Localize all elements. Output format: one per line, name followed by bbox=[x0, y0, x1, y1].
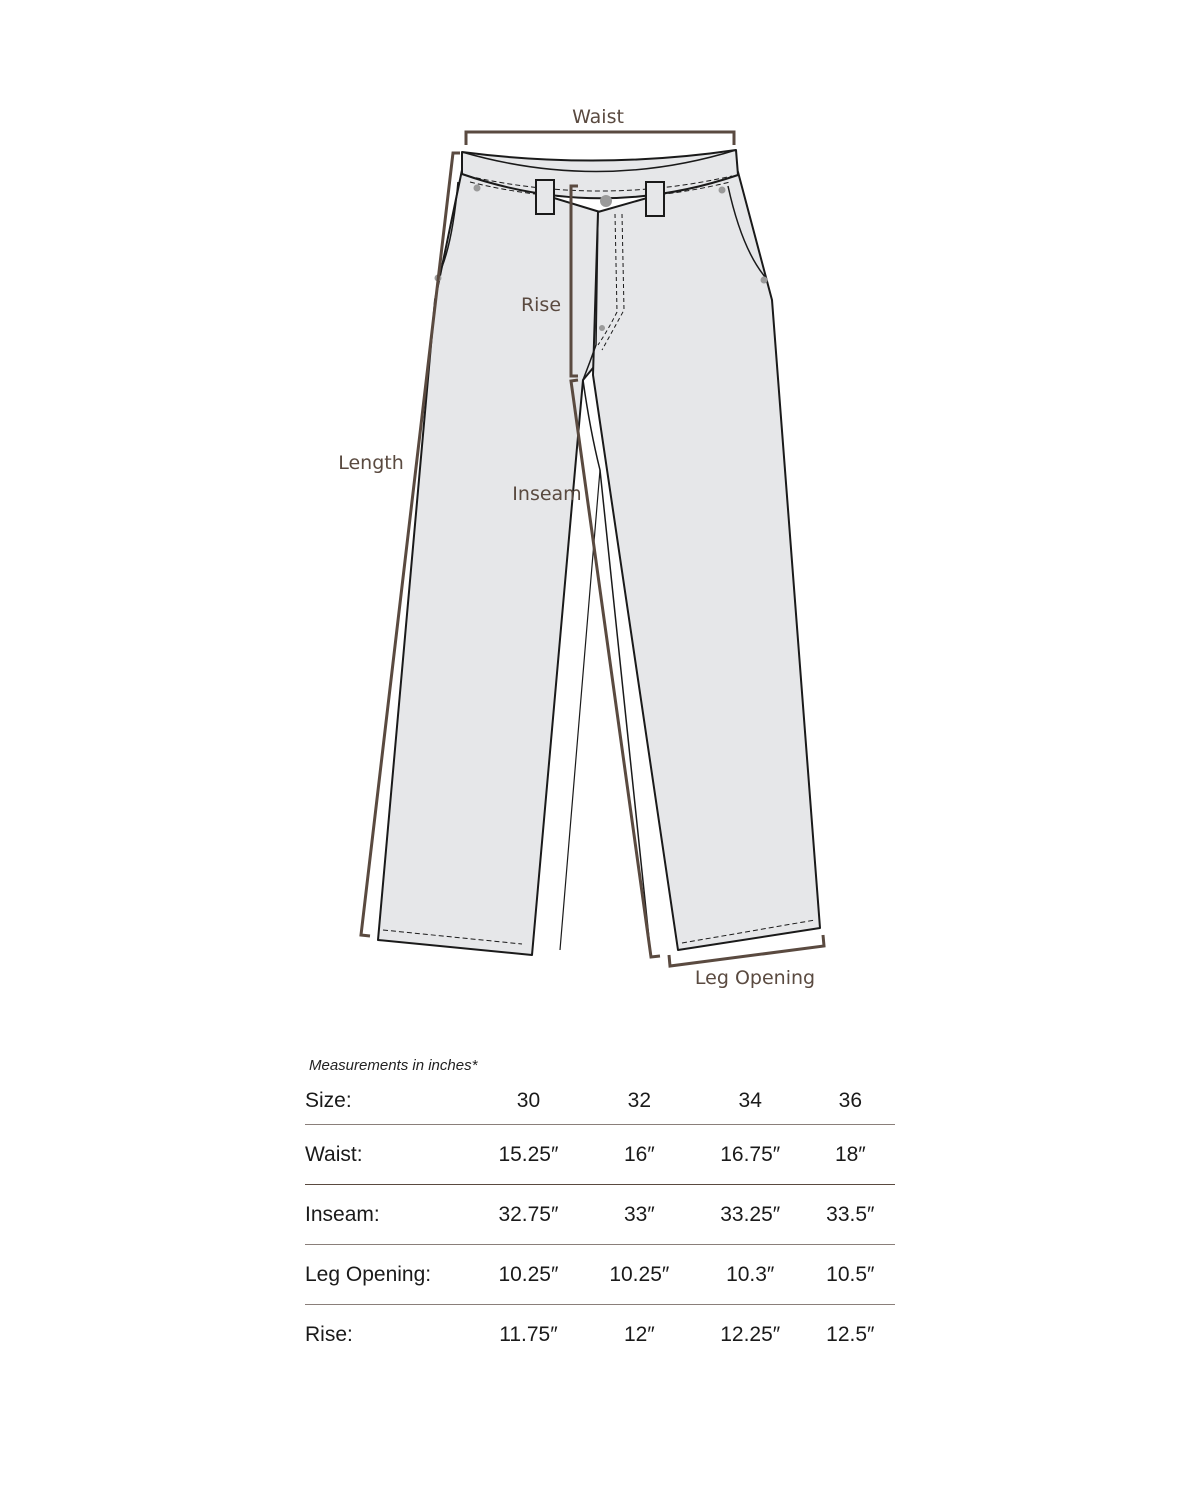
cell-size-36: 36 bbox=[838, 1089, 863, 1112]
right-leg bbox=[593, 172, 820, 950]
inseam-label: Inseam bbox=[512, 483, 582, 505]
table-cell: 33″ bbox=[584, 1185, 695, 1245]
table-row-size bbox=[305, 1078, 895, 1125]
left-leg bbox=[378, 170, 600, 955]
table-cell: 33.5″ bbox=[806, 1185, 895, 1245]
table-row-leg-opening bbox=[305, 1245, 895, 1305]
cell-size-34: 34 bbox=[738, 1089, 762, 1112]
table-cell: 18″ bbox=[806, 1125, 895, 1185]
size-table bbox=[305, 1078, 895, 1364]
pants-illustration bbox=[378, 150, 820, 955]
waist-bracket bbox=[466, 132, 734, 145]
table-cell: 10.5″ bbox=[806, 1245, 895, 1305]
cell-size-32: 32 bbox=[627, 1089, 652, 1112]
table-cell: 32.75″ bbox=[473, 1185, 584, 1245]
table-row-rise bbox=[305, 1305, 895, 1365]
waist-label: Waist bbox=[572, 106, 624, 128]
row-label: Waist: bbox=[305, 1125, 473, 1185]
table-cell: 12.25″ bbox=[695, 1305, 806, 1365]
measurement-note: Measurements in inches* bbox=[309, 1057, 478, 1074]
table-cell: 15.25″ bbox=[473, 1125, 584, 1185]
table-cell: 10.3″ bbox=[695, 1245, 806, 1305]
table-cell: 12″ bbox=[584, 1305, 695, 1365]
table-row-waist bbox=[305, 1125, 895, 1185]
table-row-inseam bbox=[305, 1185, 895, 1245]
length-label: Length bbox=[338, 452, 404, 474]
row-label: Rise: bbox=[305, 1305, 473, 1365]
table-cell: 10.25″ bbox=[584, 1245, 695, 1305]
row-label: Inseam: bbox=[305, 1185, 473, 1245]
table-cell: 33.25″ bbox=[695, 1185, 806, 1245]
table-cell: 16″ bbox=[584, 1125, 695, 1185]
table-cell: 12.5″ bbox=[806, 1305, 895, 1365]
rise-label: Rise bbox=[520, 294, 562, 316]
table-cell: 10.25″ bbox=[473, 1245, 584, 1305]
row-label: Leg Opening: bbox=[305, 1245, 473, 1305]
cell-size-30: 30 bbox=[516, 1089, 541, 1112]
table-cell: 11.75″ bbox=[473, 1305, 584, 1365]
table-cell: 16.75″ bbox=[695, 1125, 806, 1185]
row-label: Size: bbox=[305, 1089, 352, 1112]
leg-opening-label: Leg Opening bbox=[694, 967, 816, 989]
